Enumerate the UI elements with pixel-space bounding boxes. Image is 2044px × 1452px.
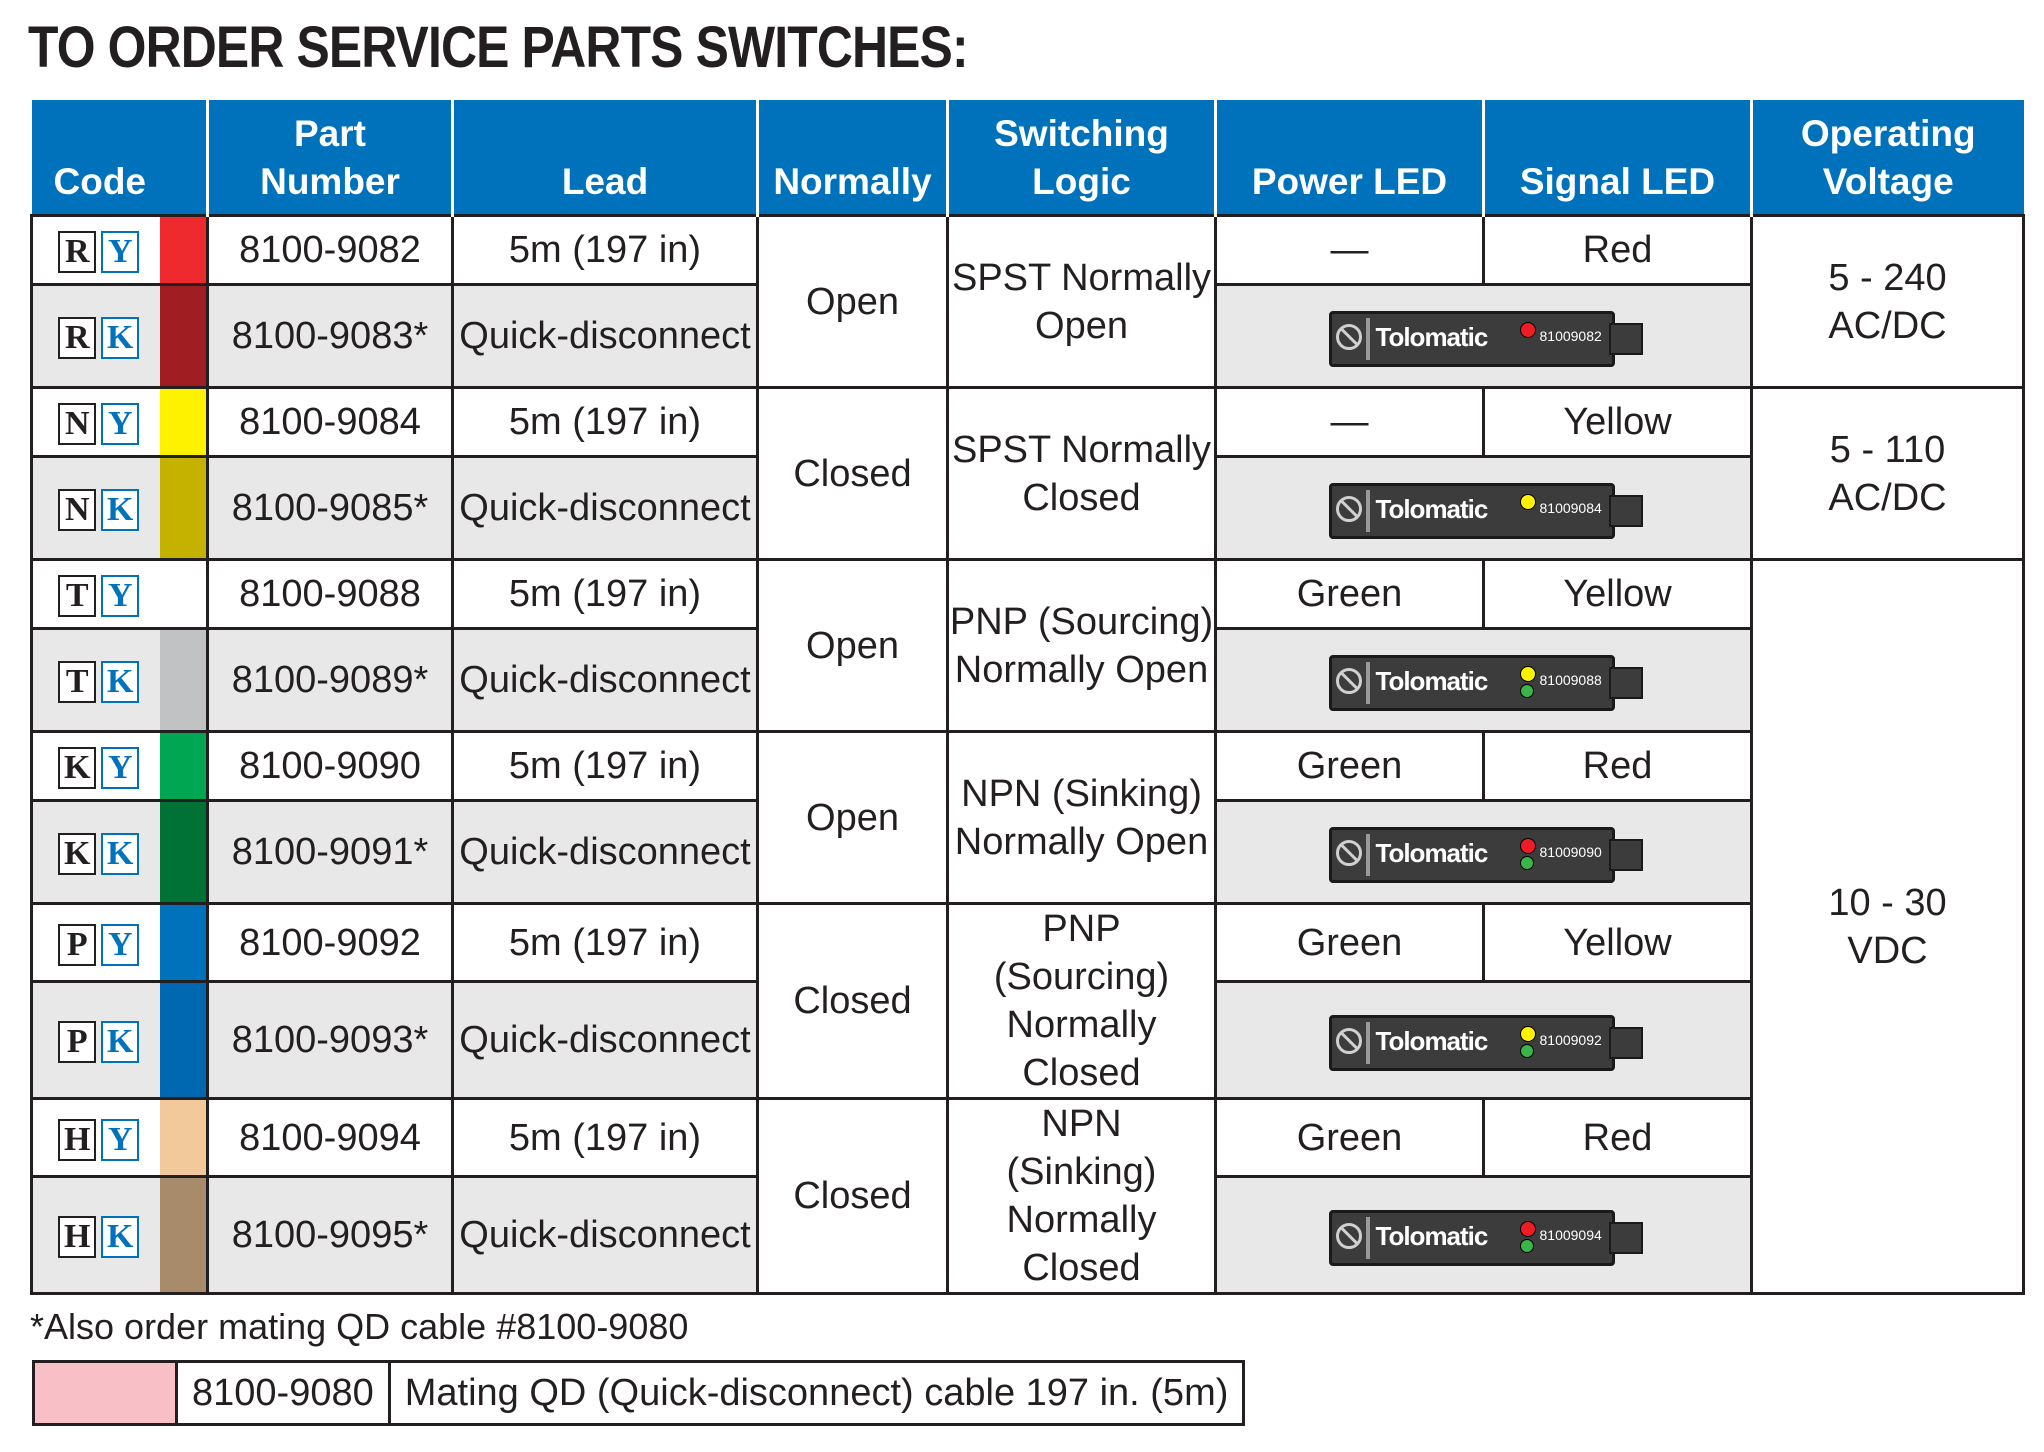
part-number: 8100-9088 — [208, 560, 453, 629]
lead: Quick-disconnect — [453, 285, 758, 388]
lead: 5m (197 in) — [453, 732, 758, 801]
code-suffix: Y — [101, 403, 139, 445]
table-row — [32, 904, 2024, 982]
lead: 5m (197 in) — [453, 1099, 758, 1177]
table-row — [32, 1099, 2024, 1177]
code-suffix: Y — [101, 231, 139, 273]
signal-led-icon — [1520, 1026, 1536, 1042]
sensor-connector — [1609, 495, 1643, 527]
header-code: Code — [32, 100, 160, 216]
sensor-serial: 81009090 — [1539, 844, 1602, 860]
switching-logic — [948, 560, 1216, 732]
operating-voltage — [1752, 388, 2024, 560]
table-row — [32, 216, 2024, 285]
power-led-icon — [1520, 856, 1534, 870]
part-number: 8100-9092 — [208, 904, 453, 982]
code-letter: N — [58, 489, 96, 531]
switching-logic — [948, 388, 1216, 560]
code-cell — [32, 629, 160, 732]
code-letter: P — [58, 1021, 96, 1063]
color-swatch — [160, 982, 208, 1099]
sensor-stripe — [1366, 318, 1370, 360]
voltage-range: 10 - 30 — [1828, 881, 1947, 924]
sensor-connector — [1609, 667, 1643, 699]
sensor-stripe — [1366, 662, 1370, 704]
signal-led: Red — [1484, 216, 1752, 285]
code-suffix: Y — [101, 924, 139, 966]
screw-icon — [1336, 1223, 1362, 1249]
sensor-brand-logo: Tolomatic — [1375, 838, 1488, 868]
lead: 5m (197 in) — [453, 388, 758, 457]
code-suffix: K — [101, 489, 139, 531]
sensor-illustration — [1329, 479, 1639, 537]
sensor-body — [1329, 1015, 1615, 1071]
lead: Quick-disconnect — [453, 801, 758, 904]
logic-line: Closed — [1022, 476, 1141, 519]
footnote: *Also order mating QD cable #8100-9080 — [30, 1306, 689, 1347]
part-number: 8100-9083* — [208, 285, 453, 388]
code-cell — [32, 982, 160, 1099]
code-cell — [32, 732, 160, 801]
voltage-type: VDC — [1847, 929, 1928, 972]
sensor-brand-logo: Tolomatic — [1375, 1221, 1488, 1252]
logic-line: NPN — [1041, 1103, 1122, 1145]
sensor-image-cell — [1216, 801, 1752, 904]
logic-line: (Sinking) — [1006, 1151, 1157, 1193]
header-signal-led: Signal LED — [1484, 100, 1752, 216]
header-part-number: Part Number — [208, 100, 453, 216]
sensor-connector — [1609, 1027, 1643, 1059]
sensor-brand-logo: Tolomatic — [1375, 322, 1488, 352]
color-swatch — [160, 801, 208, 904]
screw-icon — [1336, 668, 1362, 694]
color-swatch — [160, 904, 208, 982]
voltage-range: 5 - 110 — [1829, 428, 1946, 471]
sensor-serial: 81009082 — [1539, 328, 1602, 344]
code-letter: K — [58, 747, 96, 789]
sensor-body — [1329, 311, 1615, 367]
power-led: Green — [1216, 1099, 1484, 1177]
power-led-icon — [1520, 1239, 1534, 1253]
code-letter: N — [58, 403, 96, 445]
sensor-stripe — [1366, 1217, 1370, 1259]
code-suffix: K — [101, 833, 139, 875]
screw-icon — [1336, 840, 1362, 866]
logic-line: Normally Closed — [1006, 1004, 1157, 1094]
operating-voltage — [1752, 560, 2024, 1294]
switching-logic — [948, 216, 1216, 388]
code-letter: R — [58, 231, 96, 273]
screw-icon — [1336, 496, 1362, 522]
code-suffix: K — [101, 317, 139, 359]
screw-icon — [1336, 1028, 1362, 1054]
sensor-illustration — [1329, 1011, 1639, 1069]
sensor-body — [1329, 827, 1615, 883]
code-cell — [32, 457, 160, 560]
code-letter: H — [58, 1216, 96, 1258]
sensor-illustration — [1329, 651, 1639, 709]
logic-line: Open — [1035, 304, 1128, 347]
part-number: 8100-9093* — [208, 982, 453, 1099]
signal-led: Yellow — [1484, 560, 1752, 629]
code-letter: K — [58, 833, 96, 875]
power-led-icon — [1520, 1044, 1534, 1058]
normally: Closed — [758, 904, 948, 1099]
lead: Quick-disconnect — [453, 629, 758, 732]
cable-table — [32, 1360, 1245, 1426]
color-swatch — [160, 285, 208, 388]
color-swatch — [160, 629, 208, 732]
table-row — [32, 560, 2024, 629]
color-swatch — [160, 457, 208, 560]
operating-voltage — [1752, 216, 2024, 388]
header-power-led: Power LED — [1216, 100, 1484, 216]
header-normally: Normally — [758, 100, 948, 216]
part-number: 8100-9095* — [208, 1177, 453, 1294]
sensor-image-cell — [1216, 285, 1752, 388]
header-lead: Lead — [453, 100, 758, 216]
cable-row — [34, 1362, 1244, 1425]
code-suffix: Y — [101, 747, 139, 789]
sensor-brand-logo: Tolomatic — [1375, 494, 1488, 524]
sensor-body — [1329, 483, 1615, 539]
part-number: 8100-9082 — [208, 216, 453, 285]
part-number: 8100-9089* — [208, 629, 453, 732]
sensor-body — [1329, 655, 1615, 711]
color-swatch — [160, 1177, 208, 1294]
switching-logic — [948, 1099, 1216, 1294]
code-letter: P — [58, 924, 96, 966]
header-switching-logic: Switching Logic — [948, 100, 1216, 216]
logic-line: Normally Open — [954, 648, 1209, 691]
power-led-icon — [1520, 684, 1534, 698]
logic-line: SPST Normally — [951, 256, 1212, 299]
code-cell — [32, 216, 160, 285]
color-swatch — [160, 560, 208, 629]
logic-line: SPST Normally — [951, 428, 1212, 471]
sensor-body — [1329, 1210, 1615, 1266]
cable-part-number: 8100-9080 — [177, 1362, 390, 1425]
signal-led-icon — [1520, 1221, 1536, 1237]
sensor-serial: 81009084 — [1539, 500, 1602, 516]
power-led: — — [1216, 388, 1484, 457]
voltage-range: 5 - 240 — [1828, 256, 1947, 299]
logic-line: NPN (Sinking) — [961, 772, 1202, 815]
lead: 5m (197 in) — [453, 904, 758, 982]
sensor-stripe — [1366, 490, 1370, 532]
color-swatch — [160, 216, 208, 285]
logic-line: Normally Open — [954, 820, 1209, 863]
normally: Closed — [758, 1099, 948, 1294]
lead: 5m (197 in) — [453, 216, 758, 285]
code-cell — [32, 388, 160, 457]
logic-line: PNP (Sourcing) — [949, 600, 1214, 643]
power-led: Green — [1216, 560, 1484, 629]
sensor-stripe — [1366, 1022, 1370, 1064]
table-row — [32, 388, 2024, 457]
part-number: 8100-9091* — [208, 801, 453, 904]
code-suffix: K — [101, 1216, 139, 1258]
part-number: 8100-9094 — [208, 1099, 453, 1177]
sensor-image-cell — [1216, 1177, 1752, 1294]
logic-line: Normally Closed — [1006, 1199, 1157, 1289]
part-number: 8100-9084 — [208, 388, 453, 457]
cable-description: Mating QD (Quick-disconnect) cable 197 in. (5m) — [389, 1362, 1244, 1425]
sensor-brand-logo: Tolomatic — [1375, 666, 1488, 696]
table-row — [32, 732, 2024, 801]
lead: 5m (197 in) — [453, 560, 758, 629]
code-letter: T — [58, 575, 96, 617]
code-suffix: Y — [101, 575, 139, 617]
code-suffix: K — [101, 1021, 139, 1063]
code-suffix: K — [101, 661, 139, 703]
parts-table — [30, 100, 2025, 1295]
code-cell — [32, 1099, 160, 1177]
code-cell — [32, 560, 160, 629]
sensor-illustration — [1329, 1206, 1639, 1264]
part-number: 8100-9090 — [208, 732, 453, 801]
code-cell — [32, 801, 160, 904]
sensor-illustration — [1329, 823, 1639, 881]
code-cell — [32, 1177, 160, 1294]
power-led: Green — [1216, 732, 1484, 801]
lead: Quick-disconnect — [453, 1177, 758, 1294]
color-swatch — [160, 732, 208, 801]
logic-line: (Sourcing) — [993, 956, 1170, 998]
normally: Open — [758, 216, 948, 388]
lead: Quick-disconnect — [453, 982, 758, 1099]
sensor-illustration — [1329, 307, 1639, 365]
sensor-serial: 81009094 — [1539, 1227, 1602, 1244]
signal-led: Red — [1484, 1099, 1752, 1177]
normally: Open — [758, 560, 948, 732]
color-swatch — [160, 1099, 208, 1177]
cable-swatch — [34, 1362, 177, 1425]
header-swatch — [160, 100, 208, 216]
sensor-connector — [1609, 323, 1643, 355]
screw-icon — [1336, 324, 1362, 350]
header-row — [32, 100, 2024, 216]
logic-line: PNP — [1042, 908, 1121, 950]
power-led: Green — [1216, 904, 1484, 982]
switching-logic — [948, 732, 1216, 904]
sensor-image-cell — [1216, 982, 1752, 1099]
signal-led-icon — [1520, 494, 1536, 510]
sensor-brand-logo: Tolomatic — [1375, 1026, 1488, 1057]
switching-logic — [948, 904, 1216, 1099]
signal-led: Red — [1484, 732, 1752, 801]
normally: Open — [758, 732, 948, 904]
signal-led: Yellow — [1484, 904, 1752, 982]
signal-led-icon — [1520, 838, 1536, 854]
code-letter: T — [58, 661, 96, 703]
sensor-connector — [1609, 839, 1643, 871]
sensor-stripe — [1366, 834, 1370, 876]
code-letter: R — [58, 317, 96, 359]
part-number: 8100-9085* — [208, 457, 453, 560]
normally: Closed — [758, 388, 948, 560]
sensor-connector — [1609, 1222, 1643, 1254]
voltage-type: AC/DC — [1828, 476, 1947, 519]
sensor-serial: 81009092 — [1539, 1032, 1602, 1049]
color-swatch — [160, 388, 208, 457]
signal-led-icon — [1520, 666, 1536, 682]
header-operating-voltage: Operating Voltage — [1752, 100, 2024, 216]
page-title: TO ORDER SERVICE PARTS SWITCHES: — [28, 15, 968, 80]
code-suffix: Y — [101, 1119, 139, 1161]
sensor-serial: 81009088 — [1539, 672, 1602, 688]
code-cell — [32, 285, 160, 388]
sensor-image-cell — [1216, 457, 1752, 560]
lead: Quick-disconnect — [453, 457, 758, 560]
code-letter: H — [58, 1119, 96, 1161]
code-cell — [32, 904, 160, 982]
sensor-image-cell — [1216, 629, 1752, 732]
signal-led-icon — [1520, 322, 1536, 338]
signal-led: Yellow — [1484, 388, 1752, 457]
power-led: — — [1216, 216, 1484, 285]
voltage-type: AC/DC — [1828, 304, 1947, 347]
